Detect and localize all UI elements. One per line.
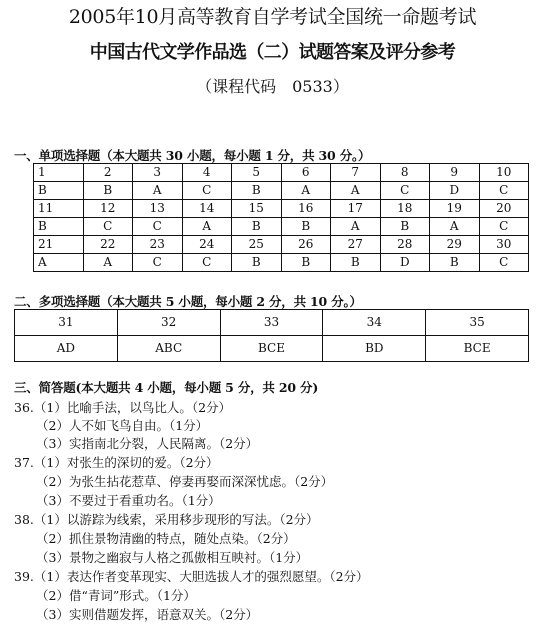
single-choice-answer: C	[133, 218, 183, 236]
single-choice-question-number: 13	[133, 200, 183, 218]
single-choice-question-number: 2	[83, 164, 133, 182]
multiple-choice-question-number: 32	[117, 310, 220, 336]
answer-point-line: （2）抓住景物清幽的特点，随处点染。（2分）	[36, 531, 296, 546]
multiple-choice-question-number: 34	[323, 310, 426, 336]
single-choice-answer: B	[34, 182, 84, 200]
section3-heading: 三、简答题(本大题共 4 小题，每小题 5 分，共 20 分)	[14, 380, 319, 395]
single-choice-answer: A	[430, 218, 480, 236]
single-choice-answer: B	[232, 254, 282, 272]
single-choice-question-number: 7	[331, 164, 381, 182]
single-choice-question-number: 10	[479, 164, 529, 182]
answer-point-line: （3）景物之幽寂与人格之孤傲相互映衬。（1分）	[36, 550, 309, 565]
single-choice-question-number: 9	[430, 164, 480, 182]
single-choice-question-number: 4	[182, 164, 232, 182]
single-choice-question-number: 29	[430, 236, 480, 254]
single-choice-row	[34, 236, 529, 254]
exam-title: 2005年10月高等教育自学考试全国统一命题考试	[68, 6, 477, 28]
single-choice-question-number: 27	[331, 236, 381, 254]
single-choice-question-number: 30	[479, 236, 529, 254]
question-answer-line: 38.（1）以游踪为线索，采用移步现形的写法。（2分）	[14, 512, 319, 527]
single-choice-answer: B	[430, 254, 480, 272]
single-choice-answer: B	[34, 218, 84, 236]
multiple-choice-answer: ABC	[117, 336, 220, 362]
multiple-choice-question-number: 31	[15, 310, 118, 336]
single-choice-question-number: 16	[281, 200, 331, 218]
question-answer-line: 39.（1）表达作者变革现实、大胆选拔人才的强烈愿望。（2分）	[14, 569, 369, 584]
single-choice-answer: A	[281, 182, 331, 200]
single-choice-answer: D	[380, 254, 430, 272]
single-choice-answer: B	[281, 218, 331, 236]
single-choice-question-number: 17	[331, 200, 381, 218]
single-choice-answer: A	[34, 254, 84, 272]
single-choice-row	[34, 254, 529, 272]
single-choice-question-number: 24	[182, 236, 232, 254]
multiple-choice-answer-table	[14, 309, 529, 362]
single-choice-answer: A	[331, 218, 381, 236]
multiple-choice-answer: BD	[323, 336, 426, 362]
single-choice-answer: C	[479, 254, 529, 272]
multiple-choice-answer: BCE	[220, 336, 323, 362]
single-choice-answer: C	[83, 218, 133, 236]
single-choice-question-number: 25	[232, 236, 282, 254]
single-choice-question-number: 26	[281, 236, 331, 254]
single-choice-answer: C	[182, 182, 232, 200]
single-choice-answer: C	[182, 254, 232, 272]
single-choice-row	[34, 182, 529, 200]
multiple-choice-answer: AD	[15, 336, 118, 362]
answer-point-line: （2）为张生拈花惹草、停妻再娶而深深忧虑。（2分）	[36, 474, 334, 489]
single-choice-question-number: 1	[34, 164, 84, 182]
single-choice-question-number: 15	[232, 200, 282, 218]
single-choice-answer: A	[182, 218, 232, 236]
single-choice-question-number: 8	[380, 164, 430, 182]
answer-point-line: （3）实指南北分裂，人民隔离。（2分）	[36, 436, 259, 451]
multiple-choice-row	[15, 336, 529, 362]
single-choice-answer: C	[380, 182, 430, 200]
answer-point-line: （2）借“青词”形式。（1分）	[36, 588, 196, 603]
single-choice-question-number: 11	[34, 200, 84, 218]
answer-point-line: （2）人不如飞鸟自由。（1分）	[36, 418, 209, 433]
single-choice-question-number: 6	[281, 164, 331, 182]
answer-point-line: （3）实则借题发挥，语意双关。（2分）	[36, 607, 259, 622]
single-choice-answer: B	[232, 182, 282, 200]
single-choice-answer: B	[232, 218, 282, 236]
single-choice-question-number: 23	[133, 236, 183, 254]
single-choice-question-number: 22	[83, 236, 133, 254]
single-choice-answer: B	[83, 182, 133, 200]
single-choice-row	[34, 218, 529, 236]
single-choice-answer: A	[83, 254, 133, 272]
question-answer-line: 37.（1）对张生的深切的爱。（2分）	[14, 455, 219, 470]
answer-point-line: （3）不要过于看重功名。（1分）	[36, 493, 221, 508]
section1-heading: 一、单项选择题（本大题共 30 小题，每小题 1 分，共 30 分。）	[14, 148, 371, 163]
section2-heading: 二、多项选择题（本大题共 5 小题，每小题 2 分，共 10 分。）	[14, 294, 362, 309]
single-choice-question-number: 12	[83, 200, 133, 218]
single-choice-row	[34, 200, 529, 218]
single-choice-question-number: 19	[430, 200, 480, 218]
multiple-choice-row	[15, 310, 529, 336]
single-choice-answer: A	[331, 182, 381, 200]
single-choice-answer: B	[331, 254, 381, 272]
single-choice-answer: B	[281, 254, 331, 272]
multiple-choice-answer: BCE	[426, 336, 529, 362]
single-choice-answer: B	[380, 218, 430, 236]
single-choice-answer: A	[133, 182, 183, 200]
single-choice-question-number: 14	[182, 200, 232, 218]
single-choice-answer-table	[33, 163, 529, 272]
single-choice-row	[34, 164, 529, 182]
single-choice-question-number: 18	[380, 200, 430, 218]
multiple-choice-question-number: 35	[426, 310, 529, 336]
single-choice-question-number: 5	[232, 164, 282, 182]
single-choice-question-number: 21	[34, 236, 84, 254]
course-code: （课程代码 0533）	[196, 77, 349, 96]
single-choice-question-number: 28	[380, 236, 430, 254]
single-choice-answer: C	[479, 218, 529, 236]
question-answer-line: 36.（1）比喻手法，以鸟比人。（2分）	[14, 400, 232, 415]
single-choice-answer: C	[479, 182, 529, 200]
single-choice-question-number: 3	[133, 164, 183, 182]
single-choice-question-number: 20	[479, 200, 529, 218]
single-choice-answer: C	[133, 254, 183, 272]
multiple-choice-question-number: 33	[220, 310, 323, 336]
single-choice-answer: D	[430, 182, 480, 200]
document-title: 中国古代文学作品选（二）试题答案及评分参考	[89, 42, 456, 63]
